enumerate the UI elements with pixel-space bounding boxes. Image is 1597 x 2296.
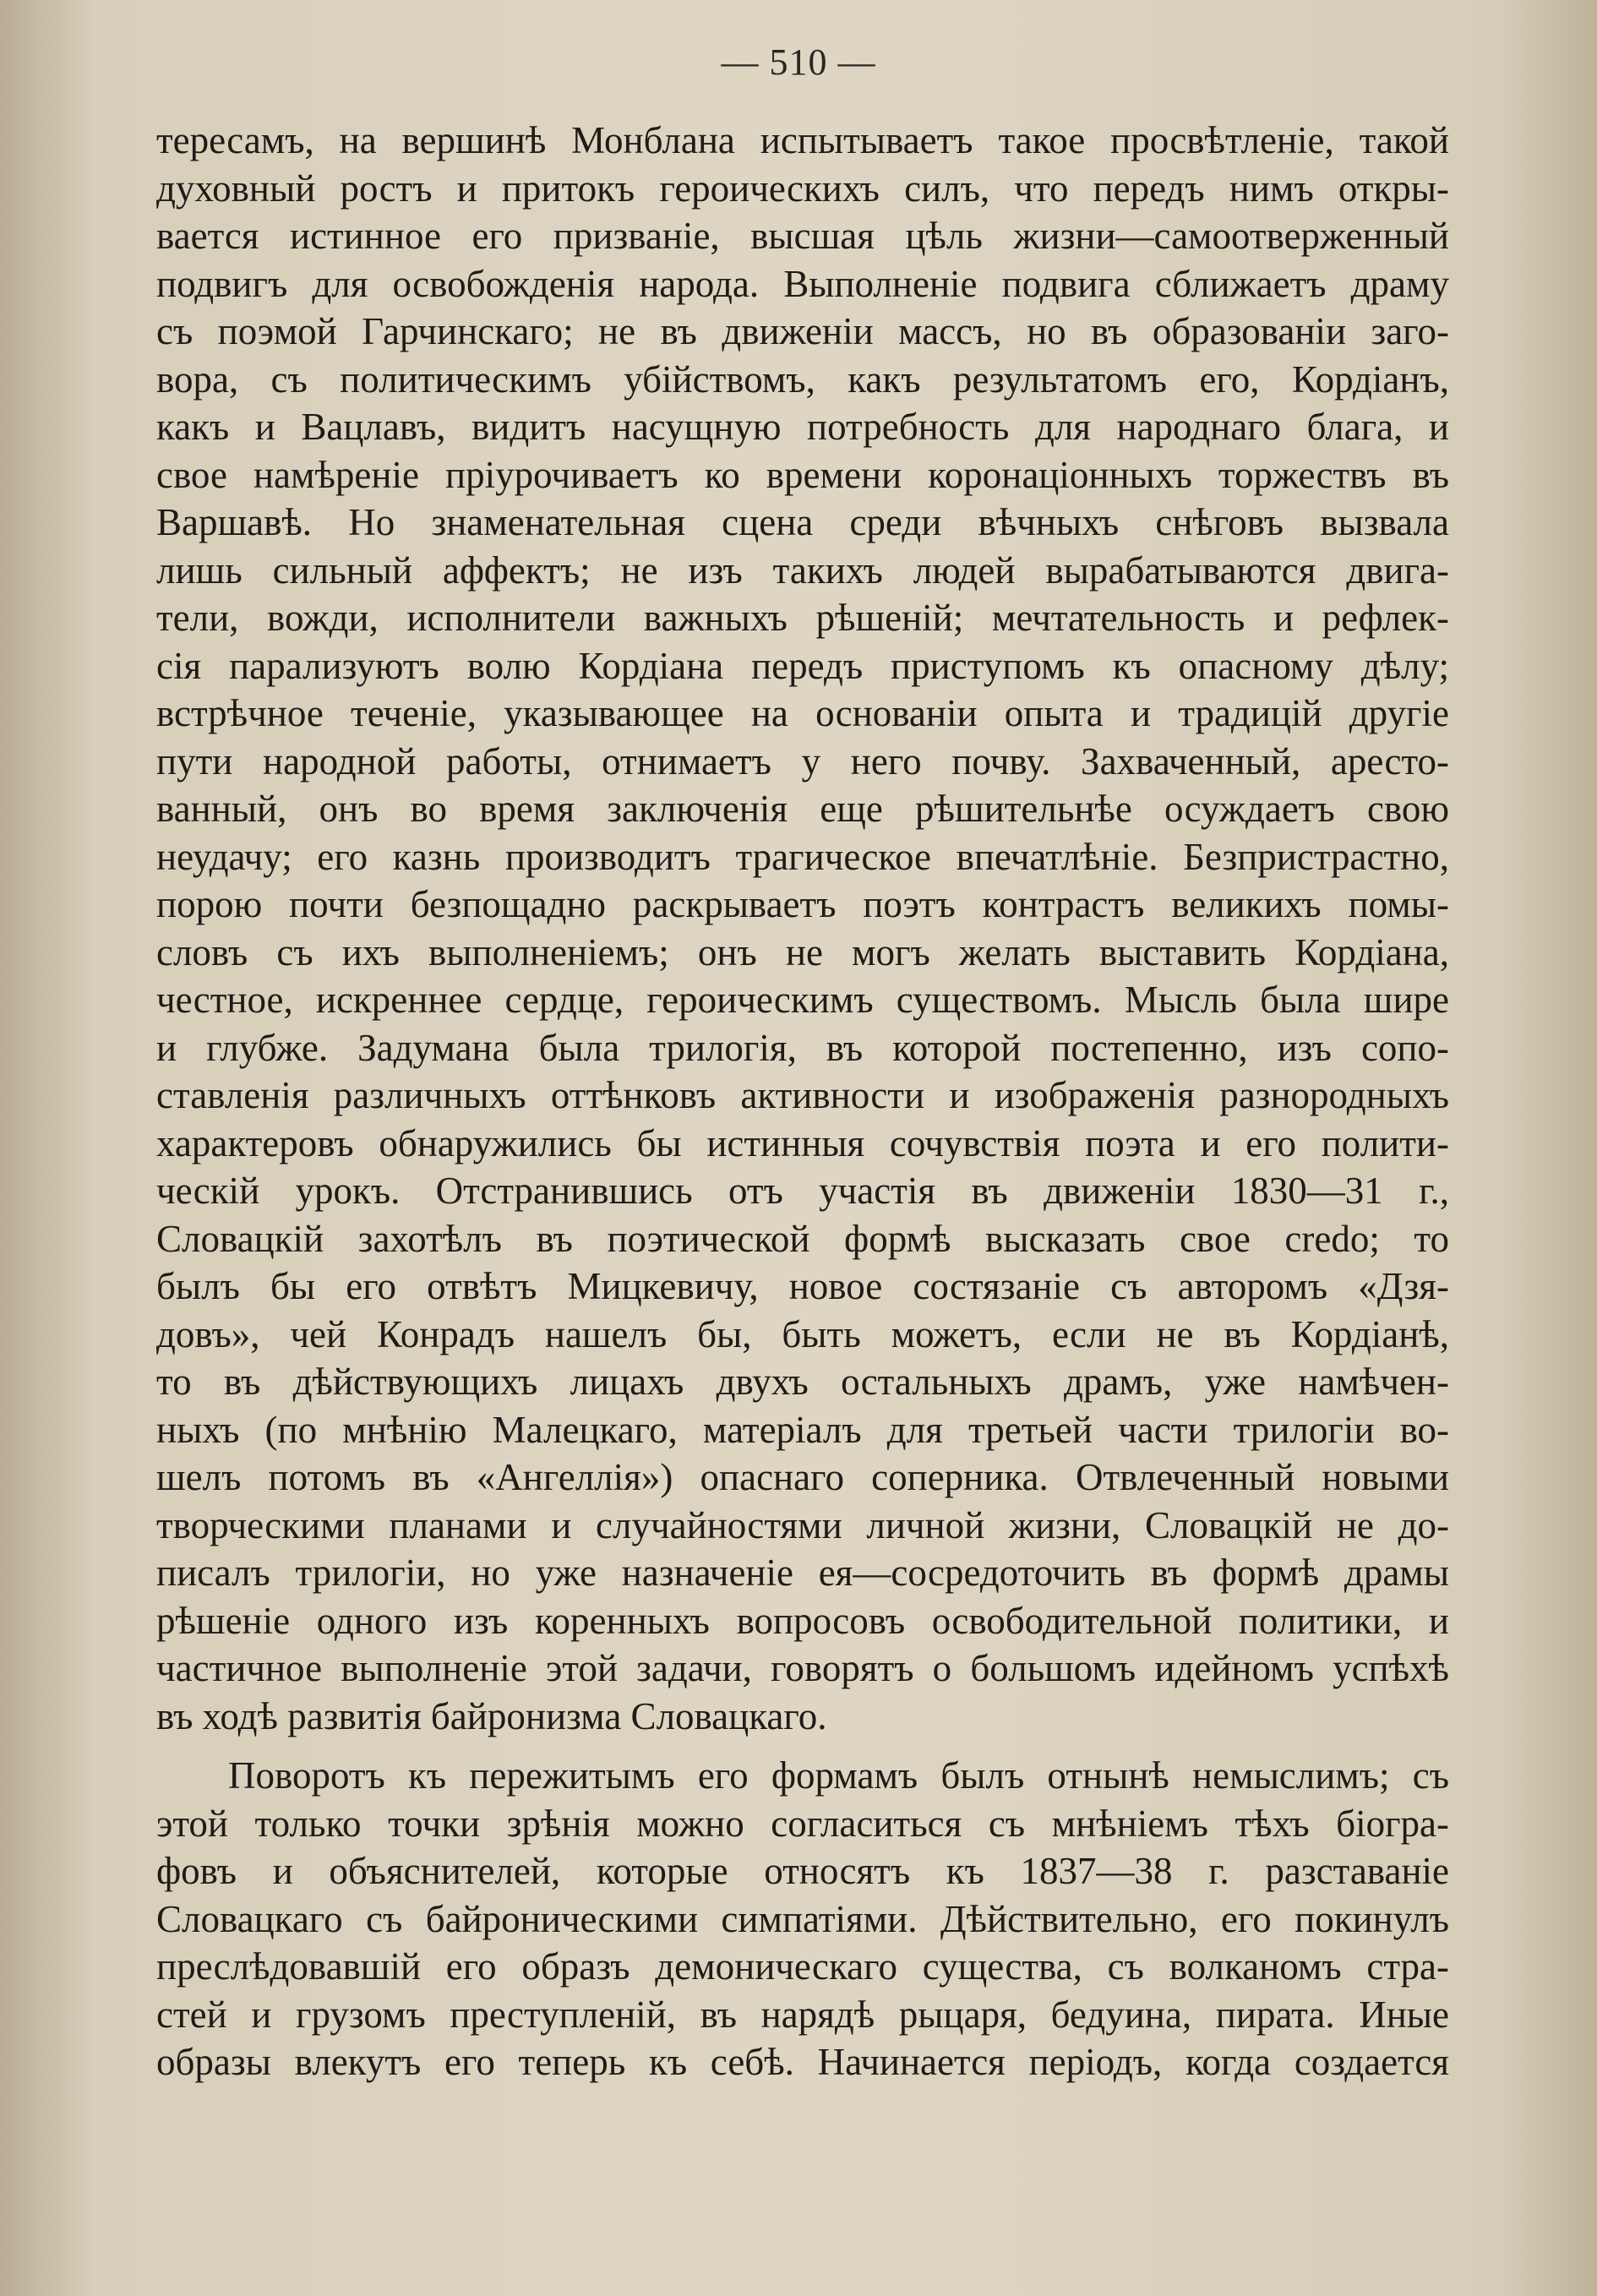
text-line: частичное выполненіе этой задачи, говорятъ о большомъ идейномъ успѣхѣ	[156, 1647, 1449, 1689]
text-line: преслѣдовавшій его образъ демоническаго существа, съ волканомъ стра-	[156, 1945, 1449, 1988]
text-line: пути народной работы, отнимаетъ у него почву. Захваченный, аресто-	[156, 739, 1449, 783]
text-line: неудачу; его казнь производитъ трагическое впечатлѣніе. Безпристрастно,	[156, 835, 1449, 878]
text-line: творческими планами и случайностями личной жизни, Словацкій не до-	[156, 1503, 1449, 1546]
page-number: — 510 —	[721, 41, 876, 83]
text-line: въ ходѣ развитія байронизма Словацкаго.	[156, 1694, 827, 1737]
text-line: стей и грузомъ преступленій, въ нарядѣ рыцаря, бедуина, пирата. Иные	[156, 1993, 1449, 2036]
text-line: довъ», чей Конрадъ нашелъ бы, быть можетъ, если не въ Кордіанѣ,	[156, 1312, 1449, 1355]
text-line: подвигъ для освобожденія народа. Выполненіе подвига сближаетъ драму	[156, 262, 1449, 305]
text-line: тересамъ, на вершинѣ Монблана испытываетъ такое просвѣтленіе, такой	[156, 119, 1449, 161]
text-line: словъ съ ихъ выполненіемъ; онъ не могъ желать выставить Кордіана,	[156, 930, 1449, 973]
text-line: честное, искреннее сердце, героическимъ существомъ. Мысль была шире	[156, 979, 1449, 1021]
text-line: фовъ и объяснителей, которые относятъ къ 1837—38 г. разставаніе	[156, 1850, 1449, 1892]
text-line: Варшавѣ. Но знаменательная сцена среди вѣчныхъ снѣговъ вызвала	[156, 501, 1449, 543]
text-line: этой только точки зрѣнія можно согласиться съ мнѣніемъ тѣхъ біогра-	[156, 1802, 1449, 1845]
text-line: Словацкій захотѣлъ въ поэтической формѣ высказать свое credo; то	[156, 1217, 1449, 1260]
text-line: ческій урокъ. Отстранившись отъ участія въ движеніи 1830—31 г.,	[156, 1170, 1449, 1212]
text-line: духовный ростъ и притокъ героическихъ силъ, что передъ нимъ откры-	[156, 166, 1449, 210]
text-line: сія парализуютъ волю Кордіана передъ приступомъ къ опасному дѣлу;	[156, 644, 1449, 687]
text-line: и глубже. Задумана была трилогія, въ которой постепенно, изъ сопо-	[156, 1026, 1449, 1069]
text-line: образы влекутъ его теперь къ себѣ. Начинается періодъ, когда создается	[156, 2041, 1449, 2083]
text-line: ныхъ (по мнѣнію Малецкаго, матеріалъ для третьей части трилогіи во-	[156, 1408, 1449, 1451]
text-line: лишь сильный аффектъ; не изъ такихъ людей вырабатываются двига-	[156, 548, 1449, 592]
text-line: Словацкаго съ байроническими симпатіями. Дѣйствительно, его покинулъ	[156, 1897, 1449, 1940]
text-line: Поворотъ къ пережитымъ его формамъ былъ отнынѣ немыслимъ; съ	[228, 1754, 1449, 1797]
text-line: съ поэмой Гарчинскаго; не въ движеніи массъ, но въ образованіи заго-	[156, 310, 1449, 352]
text-line: писалъ трилогіи, но уже назначеніе ея—сосредоточить въ формѣ драмы	[156, 1552, 1449, 1594]
text-line: вается истинное его призваніе, высшая цѣль жизни—самоотверженный	[156, 215, 1449, 257]
paragraph-1	[156, 117, 1449, 1740]
text-line: вора, съ политическимъ убійствомъ, какъ результатомъ его, Кордіанъ,	[156, 357, 1449, 401]
text-line: какъ и Вацлавъ, видитъ насущную потребность для народнаго блага, и	[156, 406, 1449, 448]
text-line: рѣшеніе одного изъ коренныхъ вопросовъ освободительной политики, и	[156, 1599, 1449, 1642]
text-line: шелъ потомъ въ «Ангеллія») опаснаго соперника. Отвлеченный новыми	[156, 1456, 1449, 1498]
text-line: ставленія различныхъ оттѣнковъ активности и изображенія разнородныхъ	[156, 1074, 1449, 1116]
text-line: былъ бы его отвѣтъ Мицкевичу, новое состязаніе съ авторомъ «Дзя-	[156, 1265, 1449, 1307]
text-line: тели, вожди, исполнители важныхъ рѣшеній; мечтательность и рефлек-	[156, 597, 1449, 639]
text-line: то въ дѣйствующихъ лицахъ двухъ остальныхъ драмъ, уже намѣчен-	[156, 1361, 1449, 1403]
text-line: свое намѣреніе пріурочиваетъ ко времени коронаціонныхъ торжествъ въ	[156, 453, 1449, 496]
body-text	[156, 117, 1449, 2086]
paragraph-2	[156, 1752, 1449, 2086]
text-line: характеровъ обнаружились бы истинныя сочувствія поэта и его полити-	[156, 1121, 1449, 1164]
text-line: встрѣчное теченіе, указывающее на основаніи опыта и традицій другіе	[156, 692, 1449, 734]
text-line: ванный, онъ во время заключенія еще рѣшительнѣе осуждаетъ свою	[156, 788, 1449, 830]
text-line: порою почти безпощадно раскрываетъ поэтъ контрастъ великихъ помы-	[156, 883, 1449, 925]
